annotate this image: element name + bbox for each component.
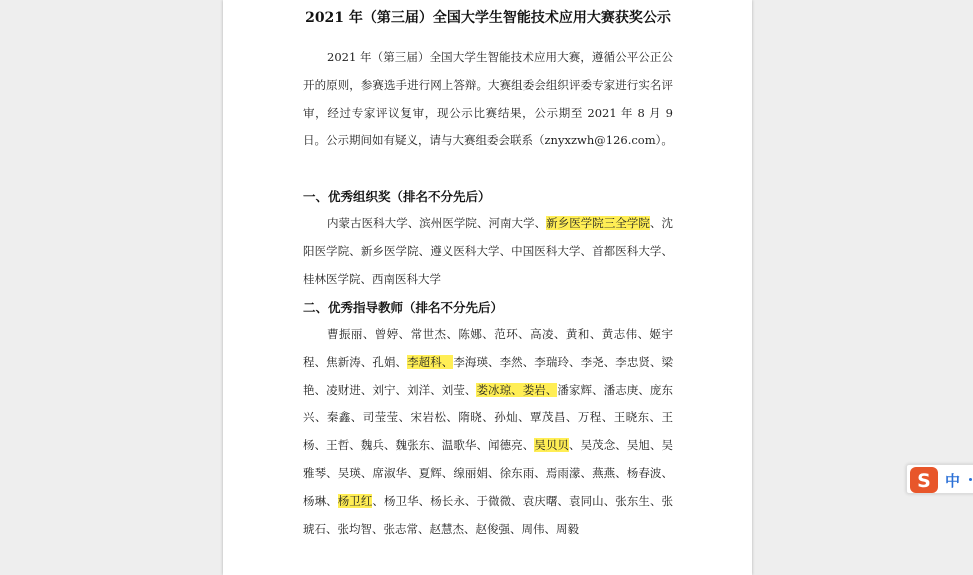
teacher-list-text: 、吴茂念、吴旭、吴雅琴、吴瑛、席淑华、夏辉、缐丽娟、徐东雨、焉雨濛、燕燕、杨春波、杨琳、 (303, 438, 674, 508)
highlighted-text: 娄冰琼、娄岩、 (476, 382, 558, 397)
highlighted-text: 新乡医学院三全学院 (546, 216, 650, 230)
section-heading-teacher-award: 二、优秀指导教师（排名不分先后） (303, 300, 504, 315)
sogou-logo-icon[interactable] (909, 466, 939, 494)
teacher-list-text: 李海瑛、李然、李瑞玲、李尧、李忠贤、梁艳、凌财进、刘宁、刘洋、刘莹、 (303, 354, 674, 397)
org-list-text: 、沈阳医学院、新乡医学院、遵义医科大学、中国医科大学、首都医科大学、桂林医学院、西南医科大学 (303, 216, 674, 286)
highlighted-text: 吴贝贝 (534, 438, 569, 453)
organization-award-list (303, 210, 673, 293)
intro-paragraph: 2021 年（第三届）全国大学生智能技术应用大赛，遵循公平公正公开的原则，参赛选手进行网上答辩。大赛组委会组织评委专家进行实名评审，经过专家评议复审，现公示比赛结果，公示期至 2021 年 8 月 9 日。公示期间如有疑义，请与大赛组委会联系（znyxzwh@126.com）。 (303, 50, 673, 148)
teacher-list-text: 曹振丽、曾婷、常世杰、陈娜、范环、高凌、黄和、黄志伟、姬宇程、焦新涛、孔娟、 (303, 327, 673, 369)
teacher-list-text: 、杨卫华、杨长永、于微微、袁庆曙、袁同山、张东生、张琥石、张均智、张志常、赵慧杰、赵俊强、周伟、周毅 (303, 493, 674, 536)
logo-letter: S (917, 470, 931, 492)
highlighted-text: 李超科、 (407, 354, 454, 369)
org-list-text: 内蒙古医科大学、滨州医学院、河南大学、 (327, 216, 547, 230)
ime-punctuation-icon[interactable] (969, 478, 972, 481)
ime-toolbar[interactable] (906, 464, 973, 494)
highlighted-text: 杨卫红 (337, 493, 373, 508)
section-heading-organization-award: 一、优秀组织奖（排名不分先后） (303, 189, 491, 204)
ime-mode-toggle[interactable]: 中 (945, 472, 961, 490)
document-page (223, 0, 752, 575)
document-title: 2021 年（第三届）全国大学生智能技术应用大赛获奖公示 (305, 10, 671, 26)
teacher-list-text: 潘家辉、潘志庚、庞东兴、秦鑫、司莹莹、宋岩松、隋晓、孙灿、覃茂昌、万程、王晓东、王杨、王哲、魏兵、魏张东、温歌华、闻德亮、 (303, 382, 674, 453)
teacher-award-list (303, 321, 673, 543)
